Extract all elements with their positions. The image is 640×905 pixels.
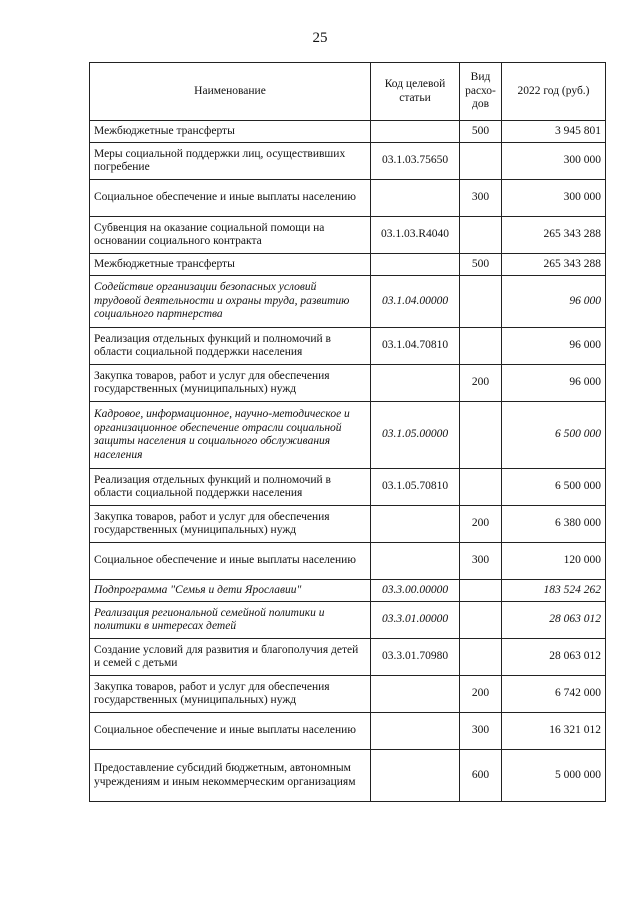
cell-name: Кадровое, информационное, научно-методическое и организационное обеспечение отрасли социальной защиты населения и социального обслуживания населения	[90, 402, 371, 469]
table-row	[90, 276, 606, 328]
cell-amount: 96 000	[502, 276, 606, 328]
cell-amount: 183 524 262	[502, 580, 606, 602]
table-row	[90, 143, 606, 180]
table-row	[90, 469, 606, 506]
cell-name: Создание условий для развития и благополучия детей и семей с детьми	[90, 639, 371, 676]
cell-amount: 265 343 288	[502, 217, 606, 254]
table-row	[90, 580, 606, 602]
table-body	[90, 121, 606, 802]
cell-amount: 120 000	[502, 543, 606, 580]
cell-name: Предоставление субсидий бюджетным, автономным учреждениям и иным некоммерческим организациям	[90, 750, 371, 802]
cell-name: Закупка товаров, работ и услуг для обеспечения государственных (муниципальных) нужд	[90, 676, 371, 713]
table-row	[90, 402, 606, 469]
table-row	[90, 543, 606, 580]
cell-code	[371, 543, 460, 580]
table-row	[90, 506, 606, 543]
cell-name: Межбюджетные трансферты	[90, 254, 371, 276]
cell-amount: 3 945 801	[502, 121, 606, 143]
cell-name: Меры социальной поддержки лиц, осуществивших погребение	[90, 143, 371, 180]
cell-name: Содействие организации безопасных условий трудовой деятельности и охраны труда, развитию социального партнерства	[90, 276, 371, 328]
table-row	[90, 180, 606, 217]
cell-kind: 200	[460, 506, 502, 543]
cell-code: 03.3.01.00000	[371, 602, 460, 639]
cell-name: Субвенция на оказание социальной помощи на основании социального контракта	[90, 217, 371, 254]
cell-kind: 500	[460, 254, 502, 276]
cell-code: 03.1.04.00000	[371, 276, 460, 328]
cell-amount: 96 000	[502, 365, 606, 402]
cell-amount: 5 000 000	[502, 750, 606, 802]
cell-name: Подпрограмма "Семья и дети Ярославии"	[90, 580, 371, 602]
cell-name: Социальное обеспечение и иные выплаты населению	[90, 543, 371, 580]
cell-name: Социальное обеспечение и иные выплаты населению	[90, 180, 371, 217]
cell-amount: 28 063 012	[502, 602, 606, 639]
cell-code	[371, 365, 460, 402]
header-amount: 2022 год (руб.)	[502, 63, 606, 121]
table-row	[90, 750, 606, 802]
cell-name: Реализация отдельных функций и полномочий в области социальной поддержки населения	[90, 328, 371, 365]
table-row	[90, 713, 606, 750]
cell-kind	[460, 143, 502, 180]
cell-amount: 6 500 000	[502, 469, 606, 506]
table-row	[90, 328, 606, 365]
cell-name: Закупка товаров, работ и услуг для обеспечения государственных (муниципальных) нужд	[90, 506, 371, 543]
table-row	[90, 676, 606, 713]
cell-code	[371, 750, 460, 802]
cell-amount: 265 343 288	[502, 254, 606, 276]
cell-code: 03.1.05.00000	[371, 402, 460, 469]
cell-code: 03.1.05.70810	[371, 469, 460, 506]
cell-code: 03.1.03.R4040	[371, 217, 460, 254]
header-kind: Вид расхо-дов	[460, 63, 502, 121]
cell-name: Реализация отдельных функций и полномочий в области социальной поддержки населения	[90, 469, 371, 506]
cell-kind	[460, 276, 502, 328]
cell-code: 03.1.04.70810	[371, 328, 460, 365]
cell-amount: 6 742 000	[502, 676, 606, 713]
table-row	[90, 365, 606, 402]
cell-kind: 600	[460, 750, 502, 802]
cell-code: 03.1.03.75650	[371, 143, 460, 180]
cell-kind	[460, 469, 502, 506]
cell-amount: 6 500 000	[502, 402, 606, 469]
cell-kind	[460, 217, 502, 254]
header-name: Наименование	[90, 63, 371, 121]
cell-amount: 6 380 000	[502, 506, 606, 543]
cell-code	[371, 180, 460, 217]
table-row	[90, 639, 606, 676]
cell-amount: 28 063 012	[502, 639, 606, 676]
cell-kind	[460, 402, 502, 469]
cell-name: Межбюджетные трансферты	[90, 121, 371, 143]
cell-kind	[460, 328, 502, 365]
header-code: Код целевой статьи	[371, 63, 460, 121]
cell-code	[371, 254, 460, 276]
cell-code	[371, 713, 460, 750]
cell-name: Реализация региональной семейной политики и политики в интересах детей	[90, 602, 371, 639]
cell-name: Социальное обеспечение и иные выплаты населению	[90, 713, 371, 750]
cell-code: 03.3.01.70980	[371, 639, 460, 676]
budget-table	[89, 62, 606, 802]
table-row	[90, 217, 606, 254]
cell-kind	[460, 580, 502, 602]
table-row	[90, 254, 606, 276]
cell-kind: 300	[460, 543, 502, 580]
cell-amount: 300 000	[502, 180, 606, 217]
cell-kind	[460, 639, 502, 676]
cell-code	[371, 121, 460, 143]
cell-amount: 300 000	[502, 143, 606, 180]
cell-code	[371, 676, 460, 713]
cell-amount: 16 321 012	[502, 713, 606, 750]
cell-kind	[460, 602, 502, 639]
cell-kind: 300	[460, 180, 502, 217]
cell-kind: 200	[460, 676, 502, 713]
cell-name: Закупка товаров, работ и услуг для обеспечения государственных (муниципальных) нужд	[90, 365, 371, 402]
cell-code	[371, 506, 460, 543]
table-row	[90, 121, 606, 143]
cell-code: 03.3.00.00000	[371, 580, 460, 602]
cell-amount: 96 000	[502, 328, 606, 365]
table-row	[90, 602, 606, 639]
cell-kind: 300	[460, 713, 502, 750]
table-header-row	[90, 63, 606, 121]
cell-kind: 500	[460, 121, 502, 143]
page-number: 25	[312, 30, 328, 46]
cell-kind: 200	[460, 365, 502, 402]
